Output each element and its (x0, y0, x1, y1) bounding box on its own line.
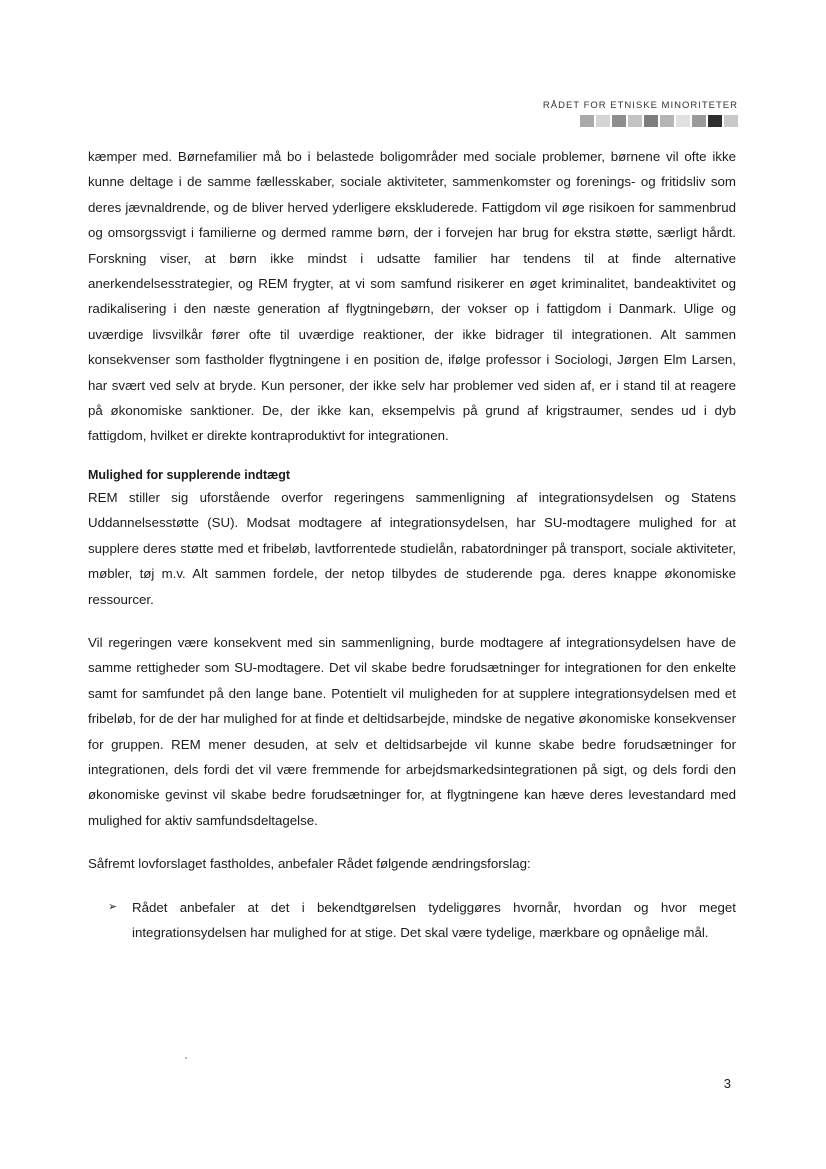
color-block (596, 115, 610, 127)
color-block (724, 115, 738, 127)
list-item (88, 895, 736, 946)
paragraph-4: Såfremt lovforslaget fastholdes, anbefaler Rådet følgende ændringsforslag: (88, 856, 531, 872)
org-name: RÅDET FOR ETNISKE MINORITETER (542, 100, 738, 111)
color-block (676, 115, 690, 127)
paragraph-2: REM stiller sig uforstående overfor regeringens sammenligning af integrationsydelsen og Statens Uddannelsesstøtte (SU). Modsat modtagere af integrationsydelsen, har SU-modtagere mulighed for at supplere deres støtte med et fribeløb, lavtforrentede studielån, rabatordninger på transport, sociale aktiviteter, møbler, tøj m.v. Alt sammen fordele, der netop tilbydes de studerende pga. deres knappe økonomiske ressourcer. (88, 489, 736, 607)
document-header (543, 100, 738, 127)
color-block (708, 115, 722, 127)
section-heading: Mulighed for supplerende indtægt (88, 467, 291, 482)
document-body (88, 144, 736, 945)
recommendation-list (88, 895, 736, 946)
color-block (660, 115, 674, 127)
scan-speck (185, 1057, 187, 1059)
page-number: 3 (723, 1076, 731, 1091)
color-block (612, 115, 626, 127)
color-block (628, 115, 642, 127)
color-block (580, 115, 594, 127)
arrow-bullet-icon: ➢ (108, 900, 118, 913)
color-bar-logo (543, 115, 738, 127)
paragraph-3: Vil regeringen være konsekvent med sin sammenligning, burde modtagere af integrationsydelsen have de samme rettigheder som SU-modtagere. Det vil skabe bedre forudsætninger for integrationen for den enkelte samt for samfundet på den lange bane. Potentielt vil muligheden for at supplere integrationsydelsen med et fribeløb, for de der har mulighed for at finde et deltidsarbejde, mindske de negative økonomiske konsekvenser for gruppen. REM mener desuden, at selv et deltidsarbejde vil kunne skabe bedre forudsætninger for integrationen, dels fordi det vil være fremmende for arbejdsmarkedsintegrationen på sigt, og dels fordi den økonomiske gevinst vil skabe bedre forudsætninger for, at flygtningene kan hæve deres levestandard med mulighed for aktiv samfundsdeltagelse. (88, 634, 736, 828)
color-block (644, 115, 658, 127)
color-block (692, 115, 706, 127)
paragraph-1: kæmper med. Børnefamilier må bo i belastede boligområder med sociale problemer, børnene vil ofte ikke kunne deltage i de samme fællesskaber, sociale aktiviteter, sammenkomster og forenings- og fritidsliv som deres jævnaldrende, og de bliver herved yderligere ekskluderede. Fattigdom vil øge risikoen for sammenbrud og omsorgssvigt i familierne og dermed ramme børn, der i forvejen har brug for ekstra støtte, særligt hårdt. Forskning viser, at børn ikke mindst i udsatte familier har tendens til at finde alternative anerkendelsesstrategier, og REM frygter, at vi som samfund risikerer en øget kriminalitet, bandeaktivitet og radikalisering i den næste generation af flygtningebørn, der vokser op i fattigdom i Danmark. Ulige og uværdige livsvilkår fører ofte til uværdige reaktioner, der ikke bidrager til integrationen. Alt sammen konsekvenser som fastholder flygtningene i en position de, ifølge professor i Sociologi, Jørgen Elm Larsen, har svært ved selv at bryde. Kun personer, der ikke selv har problemer ved siden af, er i stand til at reagere på økonomiske sanktioner. De, der ikke kan, eksempelvis på grund af krigstraumer, sendes ud i dyb fattigdom, hvilket er direkte kontraproduktivt for integrationen. (88, 149, 736, 444)
recommendation-text: Rådet anbefaler at det i bekendtgørelsen tydeliggøres hvornår, hvordan og hvor meget integrationsydelsen har mulighed for at stige. Det skal være tydelige, mærkbare og opnåelige mål. (132, 899, 736, 940)
